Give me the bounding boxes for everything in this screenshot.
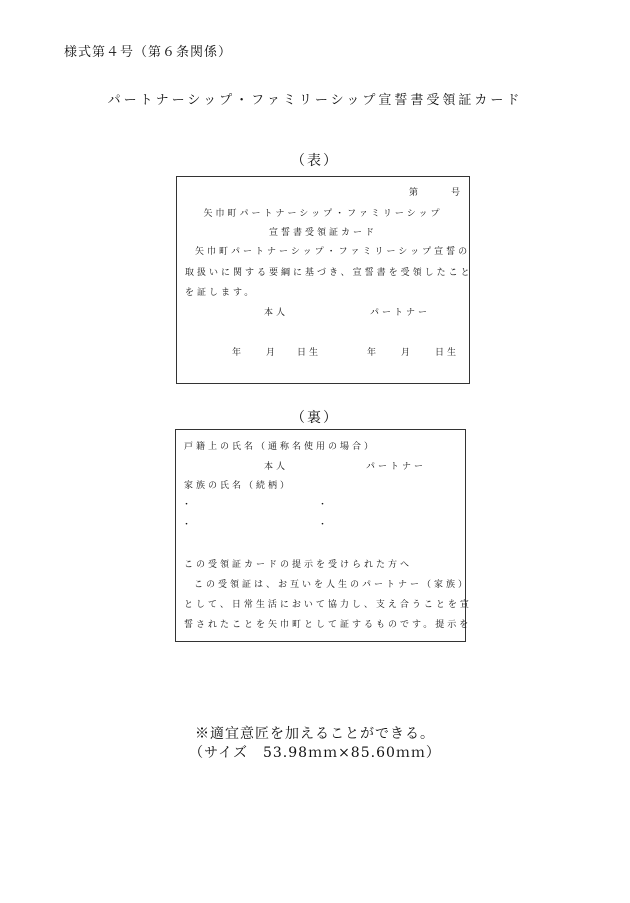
notice-line3: 誓されたことを矢巾町として証するものです。提示を xyxy=(184,620,472,630)
card-heading-line1: 矢巾町パートナーシップ・ファミリーシップ xyxy=(203,209,443,219)
card-number-prefix: 第 xyxy=(409,188,422,198)
family-name-label: 家族の氏名（続柄） xyxy=(184,481,293,491)
family-bullet: ・ xyxy=(318,500,331,510)
card-front xyxy=(176,176,473,384)
design-note: ※適宜意匠を加えることができる。 xyxy=(195,726,435,742)
notice-line2: として、日常生活において協力し、支え合うことを宣 xyxy=(184,600,472,610)
partner-birth-year: 年 xyxy=(367,348,380,358)
back-self-label: 本人 xyxy=(264,462,289,472)
card-back xyxy=(175,429,472,642)
notice-title: この受領証カードの提示を受けられた方へ xyxy=(184,560,413,570)
self-label: 本人 xyxy=(264,308,289,318)
self-birth-day: 日生 xyxy=(297,348,322,358)
card-number-suffix: 号 xyxy=(451,188,464,198)
size-note: （サイズ 53.98ｍｍ×85.60ｍｍ） xyxy=(189,745,441,761)
back-partner-label: パートナー xyxy=(366,462,427,472)
self-birth-month: 月 xyxy=(266,348,279,358)
partner-birth-month: 月 xyxy=(401,348,414,358)
registry-name-label: 戸籍上の氏名（通称名使用の場合） xyxy=(184,442,377,452)
card-body-line2: 取扱いに関する要綱に基づき、宣誓書を受領したこと xyxy=(185,268,473,278)
back-side-label: （裏） xyxy=(291,410,339,426)
partner-birth-day: 日生 xyxy=(435,348,460,358)
card-heading-line2: 宣誓書受領証カード xyxy=(268,228,377,238)
family-bullet: ・ xyxy=(182,520,195,530)
self-birth-year: 年 xyxy=(232,348,245,358)
card-body-line3: を証します。 xyxy=(185,288,257,298)
form-number: 様式第４号（第６条関係） xyxy=(64,45,233,60)
notice-line1: この受領証は、お互いを人生のパートナー（家族） xyxy=(194,580,471,590)
document-title: パートナーシップ・ファミリーシップ宣誓書受領証カード xyxy=(107,93,523,108)
partner-label: パートナー xyxy=(370,308,431,318)
family-bullet: ・ xyxy=(318,520,331,530)
front-side-label: （表） xyxy=(291,153,339,169)
family-bullet: ・ xyxy=(182,500,195,510)
card-body-line1: 矢巾町パートナーシップ・ファミリーシップ宣誓の xyxy=(195,247,471,257)
